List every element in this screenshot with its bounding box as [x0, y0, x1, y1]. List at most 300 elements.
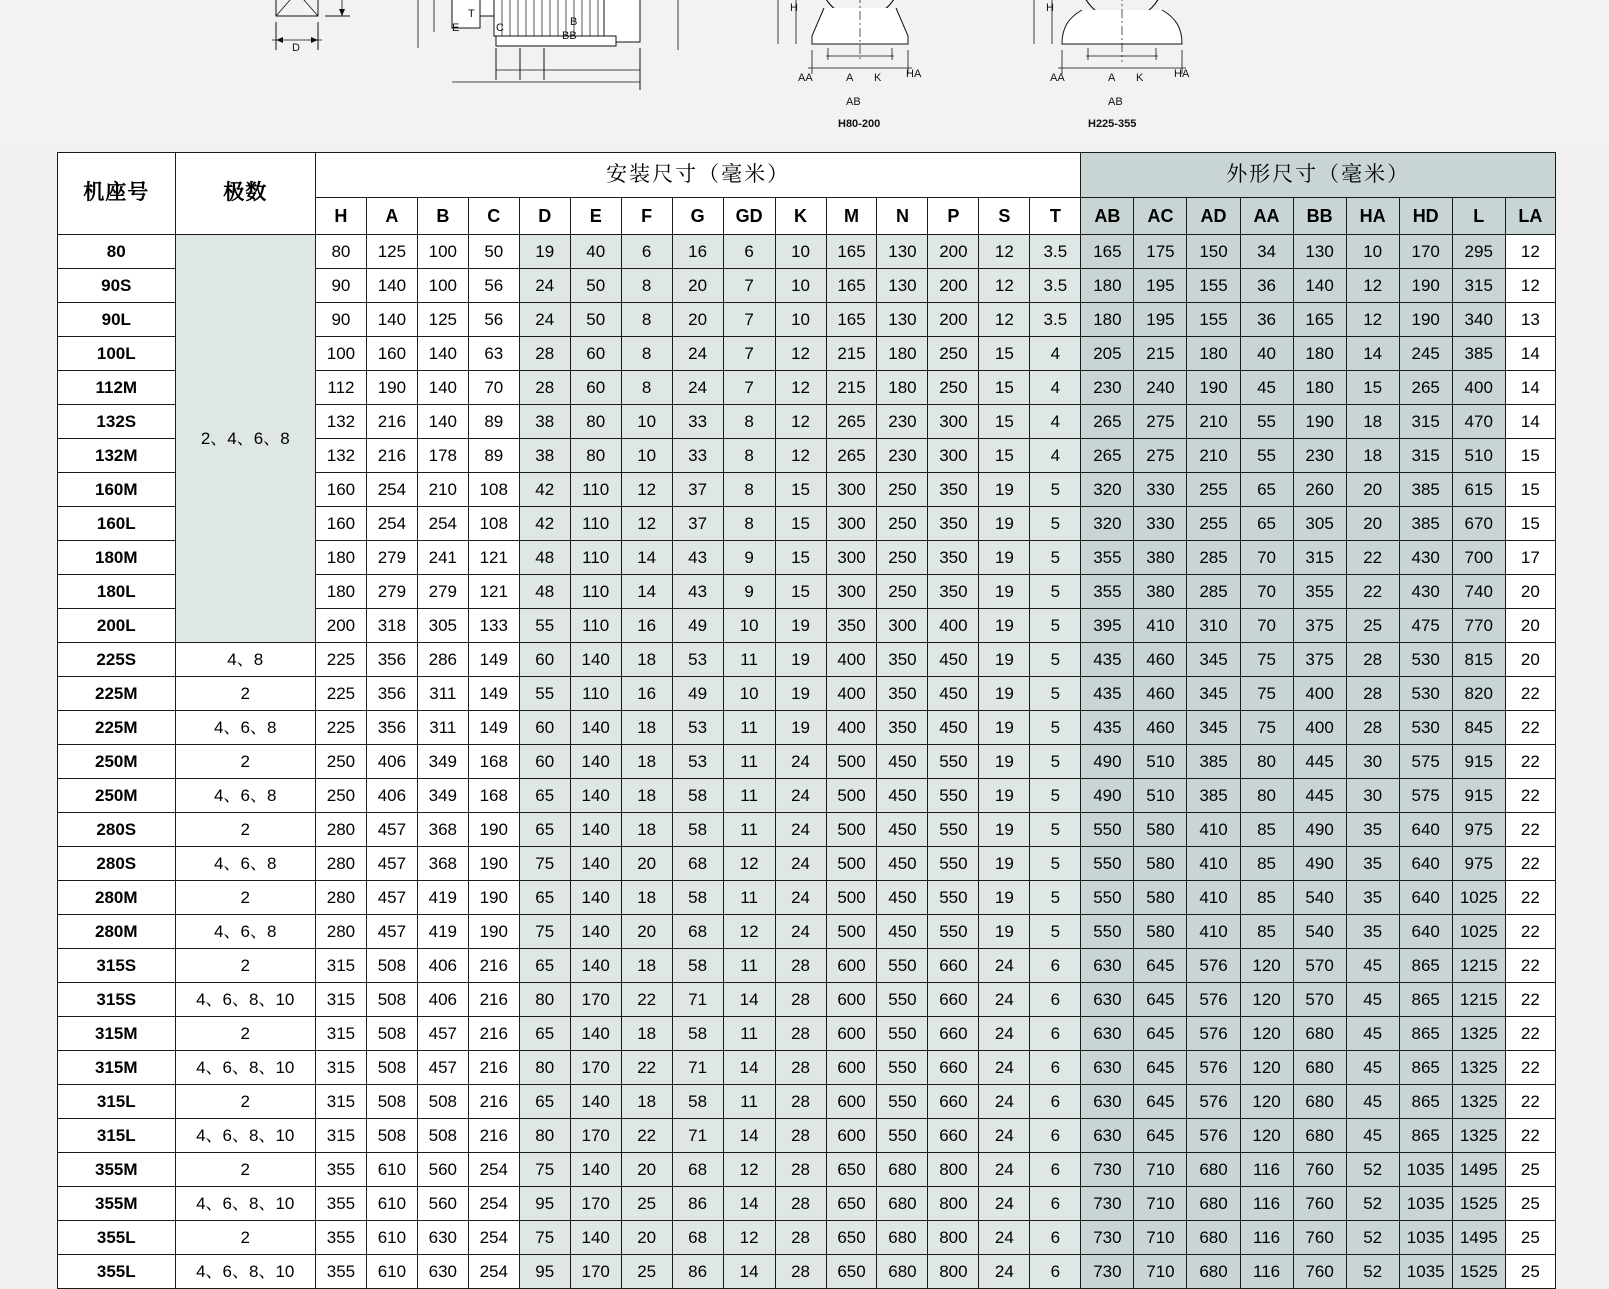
table-row [58, 983, 1556, 1017]
cell-poles: 4、6、8 [175, 711, 315, 745]
cell-p: 200 [928, 269, 979, 303]
cell-aa: 120 [1240, 983, 1293, 1017]
cell-hd: 385 [1399, 507, 1452, 541]
cell-k: 24 [775, 881, 826, 915]
cell-l: 975 [1452, 813, 1505, 847]
cell-l: 820 [1452, 677, 1505, 711]
cell-hd: 865 [1399, 1085, 1452, 1119]
cell-e: 80 [570, 439, 621, 473]
dwg-label-AB-2: AB [1108, 96, 1123, 108]
dwg-label-D: D [292, 42, 300, 54]
cell-h: 90 [315, 269, 366, 303]
end-view-drawing-h225-355 [1022, 0, 1212, 112]
cell-d: 95 [519, 1187, 570, 1221]
cell-p: 660 [928, 949, 979, 983]
cell-ac: 275 [1134, 439, 1187, 473]
cell-c: 216 [468, 983, 519, 1017]
cell-a: 457 [366, 915, 417, 949]
cell-poles: 2 [175, 1085, 315, 1119]
cell-la: 20 [1505, 643, 1555, 677]
cell-b: 305 [417, 609, 468, 643]
header-col-p: P [928, 198, 979, 235]
cell-e: 140 [570, 847, 621, 881]
cell-la: 15 [1505, 473, 1555, 507]
cell-t: 5 [1030, 779, 1081, 813]
cell-bb: 165 [1293, 303, 1346, 337]
cell-ha: 14 [1346, 337, 1399, 371]
cell-l: 1215 [1452, 983, 1505, 1017]
cell-ad: 285 [1187, 541, 1240, 575]
cell-t: 6 [1030, 1017, 1081, 1051]
cell-ab: 395 [1081, 609, 1134, 643]
cell-ha: 25 [1346, 609, 1399, 643]
cell-ab: 630 [1081, 1119, 1134, 1153]
cell-hd: 1035 [1399, 1187, 1452, 1221]
cell-gd: 7 [723, 269, 775, 303]
cell-t: 5 [1030, 541, 1081, 575]
cell-m: 650 [826, 1153, 877, 1187]
cell-frame-no: 225M [58, 677, 176, 711]
table-row [58, 1187, 1556, 1221]
cell-p: 350 [928, 541, 979, 575]
header-outline-group: 外形尺寸（毫米） [1081, 153, 1556, 198]
cell-s: 24 [979, 1187, 1030, 1221]
cell-g: 20 [672, 303, 723, 337]
cell-k: 10 [775, 235, 826, 269]
dwg-label-AA-2: AA [1050, 72, 1065, 84]
cell-n: 130 [877, 235, 928, 269]
cell-t: 5 [1030, 575, 1081, 609]
cell-bb: 315 [1293, 541, 1346, 575]
cell-n: 300 [877, 609, 928, 643]
cell-la: 22 [1505, 881, 1555, 915]
header-frame-no: 机座号 [58, 153, 176, 235]
cell-k: 28 [775, 1153, 826, 1187]
cell-p: 300 [928, 439, 979, 473]
cell-a: 610 [366, 1153, 417, 1187]
cell-t: 6 [1030, 1085, 1081, 1119]
cell-c: 56 [468, 269, 519, 303]
cell-bb: 180 [1293, 337, 1346, 371]
header-col-b: B [417, 198, 468, 235]
cell-bb: 760 [1293, 1221, 1346, 1255]
cell-h: 90 [315, 303, 366, 337]
cell-h: 315 [315, 983, 366, 1017]
cell-t: 5 [1030, 643, 1081, 677]
cell-h: 80 [315, 235, 366, 269]
cell-hd: 245 [1399, 337, 1452, 371]
cell-ha: 28 [1346, 711, 1399, 745]
cell-ha: 12 [1346, 269, 1399, 303]
cell-m: 400 [826, 677, 877, 711]
cell-f: 8 [621, 303, 672, 337]
cell-b: 140 [417, 405, 468, 439]
cell-c: 216 [468, 1017, 519, 1051]
cell-ha: 18 [1346, 405, 1399, 439]
cell-g: 49 [672, 609, 723, 643]
cell-b: 311 [417, 677, 468, 711]
cell-l: 1525 [1452, 1187, 1505, 1221]
cell-gd: 11 [723, 643, 775, 677]
cell-m: 500 [826, 779, 877, 813]
cell-n: 450 [877, 847, 928, 881]
cell-d: 65 [519, 779, 570, 813]
cell-ad: 576 [1187, 1051, 1240, 1085]
cell-ac: 710 [1134, 1221, 1187, 1255]
cell-k: 24 [775, 745, 826, 779]
cell-ab: 550 [1081, 915, 1134, 949]
cell-aa: 116 [1240, 1187, 1293, 1221]
cell-ab: 550 [1081, 847, 1134, 881]
dwg-label-AA-1: AA [798, 72, 813, 84]
cell-ad: 576 [1187, 1085, 1240, 1119]
cell-f: 10 [621, 439, 672, 473]
cell-s: 15 [979, 405, 1030, 439]
cell-poles: 2 [175, 881, 315, 915]
cell-p: 660 [928, 1051, 979, 1085]
header-col-ha: HA [1346, 198, 1399, 235]
cell-hd: 190 [1399, 303, 1452, 337]
cell-a: 216 [366, 439, 417, 473]
cell-gd: 12 [723, 1153, 775, 1187]
cell-e: 170 [570, 1255, 621, 1289]
header-col-gd: GD [723, 198, 775, 235]
cell-p: 400 [928, 609, 979, 643]
cell-ha: 35 [1346, 915, 1399, 949]
cell-m: 300 [826, 507, 877, 541]
cell-frame-no: 200L [58, 609, 176, 643]
cell-gd: 7 [723, 303, 775, 337]
technical-drawings [0, 0, 1609, 140]
cell-h: 280 [315, 813, 366, 847]
cell-p: 660 [928, 1119, 979, 1153]
cell-k: 12 [775, 405, 826, 439]
cell-ab: 730 [1081, 1221, 1134, 1255]
cell-f: 18 [621, 745, 672, 779]
cell-hd: 475 [1399, 609, 1452, 643]
cell-f: 20 [621, 1153, 672, 1187]
cell-poles: 2 [175, 949, 315, 983]
cell-c: 63 [468, 337, 519, 371]
cell-f: 18 [621, 643, 672, 677]
cell-ad: 576 [1187, 1119, 1240, 1153]
cell-h: 225 [315, 677, 366, 711]
cell-bb: 375 [1293, 643, 1346, 677]
cell-c: 254 [468, 1187, 519, 1221]
cell-s: 24 [979, 1221, 1030, 1255]
header-col-a: A [366, 198, 417, 235]
cell-ad: 680 [1187, 1221, 1240, 1255]
cell-e: 170 [570, 1051, 621, 1085]
cell-s: 24 [979, 1085, 1030, 1119]
cell-d: 28 [519, 337, 570, 371]
dwg-label-H-1: H [790, 2, 798, 14]
cell-n: 450 [877, 915, 928, 949]
cell-n: 230 [877, 405, 928, 439]
cell-ad: 576 [1187, 983, 1240, 1017]
cell-h: 280 [315, 881, 366, 915]
cell-h: 160 [315, 507, 366, 541]
cell-la: 25 [1505, 1255, 1555, 1289]
header-col-f: F [621, 198, 672, 235]
cell-ha: 45 [1346, 983, 1399, 1017]
cell-g: 86 [672, 1255, 723, 1289]
cell-m: 165 [826, 303, 877, 337]
cell-a: 125 [366, 235, 417, 269]
cell-gd: 11 [723, 745, 775, 779]
cell-bb: 445 [1293, 779, 1346, 813]
cell-d: 80 [519, 983, 570, 1017]
end-view-drawing-h80-200 [768, 0, 948, 112]
header-col-ac: AC [1134, 198, 1187, 235]
dimensions-table-wrap [57, 152, 1556, 1289]
cell-hd: 640 [1399, 813, 1452, 847]
cell-c: 89 [468, 405, 519, 439]
cell-c: 56 [468, 303, 519, 337]
cell-hd: 640 [1399, 915, 1452, 949]
cell-bb: 760 [1293, 1153, 1346, 1187]
cell-p: 800 [928, 1187, 979, 1221]
cell-k: 28 [775, 1255, 826, 1289]
cell-d: 75 [519, 1153, 570, 1187]
cell-g: 37 [672, 507, 723, 541]
cell-b: 140 [417, 337, 468, 371]
cell-l: 510 [1452, 439, 1505, 473]
dwg-label-E: E [452, 22, 460, 34]
cell-s: 19 [979, 881, 1030, 915]
cell-h: 225 [315, 711, 366, 745]
cell-b: 508 [417, 1119, 468, 1153]
cell-a: 406 [366, 779, 417, 813]
cell-m: 500 [826, 847, 877, 881]
cell-s: 24 [979, 949, 1030, 983]
header-col-la: LA [1505, 198, 1555, 235]
cell-m: 600 [826, 1051, 877, 1085]
cell-ab: 550 [1081, 813, 1134, 847]
cell-h: 112 [315, 371, 366, 405]
cell-s: 15 [979, 371, 1030, 405]
cell-la: 22 [1505, 677, 1555, 711]
cell-b: 254 [417, 507, 468, 541]
cell-ab: 265 [1081, 405, 1134, 439]
cell-frame-no: 280S [58, 847, 176, 881]
cell-h: 132 [315, 405, 366, 439]
cell-aa: 55 [1240, 439, 1293, 473]
cell-hd: 430 [1399, 575, 1452, 609]
cell-ha: 20 [1346, 473, 1399, 507]
cell-k: 12 [775, 439, 826, 473]
cell-l: 915 [1452, 745, 1505, 779]
cell-t: 5 [1030, 745, 1081, 779]
cell-f: 18 [621, 813, 672, 847]
cell-hd: 575 [1399, 745, 1452, 779]
cell-e: 60 [570, 337, 621, 371]
cell-b: 630 [417, 1221, 468, 1255]
cell-hd: 315 [1399, 439, 1452, 473]
cell-frame-no: 160M [58, 473, 176, 507]
cell-d: 38 [519, 439, 570, 473]
cell-ad: 155 [1187, 303, 1240, 337]
cell-m: 400 [826, 711, 877, 745]
cell-h: 355 [315, 1153, 366, 1187]
cell-n: 230 [877, 439, 928, 473]
cell-poles: 4、6、8、10 [175, 983, 315, 1017]
cell-n: 350 [877, 677, 928, 711]
caption-h80-200: H80-200 [838, 118, 881, 130]
cell-ad: 410 [1187, 847, 1240, 881]
cell-m: 350 [826, 609, 877, 643]
header-col-aa: AA [1240, 198, 1293, 235]
cell-ab: 490 [1081, 779, 1134, 813]
cell-b: 311 [417, 711, 468, 745]
cell-h: 250 [315, 745, 366, 779]
cell-frame-no: 225M [58, 711, 176, 745]
cell-n: 550 [877, 983, 928, 1017]
cell-s: 19 [979, 507, 1030, 541]
cell-b: 368 [417, 847, 468, 881]
cell-ab: 630 [1081, 949, 1134, 983]
cell-gd: 14 [723, 983, 775, 1017]
cell-frame-no: 180L [58, 575, 176, 609]
cell-a: 279 [366, 575, 417, 609]
cell-ab: 730 [1081, 1153, 1134, 1187]
cell-n: 130 [877, 303, 928, 337]
cell-s: 19 [979, 847, 1030, 881]
cell-ab: 165 [1081, 235, 1134, 269]
cell-s: 19 [979, 779, 1030, 813]
cell-s: 24 [979, 1119, 1030, 1153]
cell-h: 280 [315, 915, 366, 949]
cell-ac: 275 [1134, 405, 1187, 439]
header-col-c: C [468, 198, 519, 235]
cell-gd: 11 [723, 1085, 775, 1119]
cell-ad: 255 [1187, 507, 1240, 541]
cell-l: 740 [1452, 575, 1505, 609]
cell-l: 400 [1452, 371, 1505, 405]
cell-ha: 30 [1346, 779, 1399, 813]
cell-ha: 45 [1346, 1085, 1399, 1119]
cell-la: 15 [1505, 507, 1555, 541]
cell-ha: 22 [1346, 541, 1399, 575]
cell-s: 24 [979, 1255, 1030, 1289]
cell-b: 368 [417, 813, 468, 847]
cell-l: 1325 [1452, 1017, 1505, 1051]
cell-e: 40 [570, 235, 621, 269]
cell-m: 165 [826, 235, 877, 269]
cell-poles: 4、6、8、10 [175, 1051, 315, 1085]
cell-gd: 10 [723, 677, 775, 711]
cell-ha: 30 [1346, 745, 1399, 779]
cell-s: 15 [979, 439, 1030, 473]
cell-la: 22 [1505, 711, 1555, 745]
cell-m: 300 [826, 575, 877, 609]
cell-p: 200 [928, 235, 979, 269]
cell-ad: 410 [1187, 915, 1240, 949]
header-col-s: S [979, 198, 1030, 235]
cell-ab: 320 [1081, 507, 1134, 541]
cell-poles: 4、8 [175, 643, 315, 677]
cell-h: 355 [315, 1187, 366, 1221]
cell-s: 19 [979, 609, 1030, 643]
cell-ad: 410 [1187, 813, 1240, 847]
cell-gd: 10 [723, 609, 775, 643]
cell-gd: 7 [723, 371, 775, 405]
header-col-m: M [826, 198, 877, 235]
side-view-drawing [392, 0, 692, 120]
cell-d: 95 [519, 1255, 570, 1289]
cell-p: 200 [928, 303, 979, 337]
cell-d: 65 [519, 1017, 570, 1051]
cell-gd: 8 [723, 439, 775, 473]
table-row [58, 711, 1556, 745]
cell-ad: 345 [1187, 643, 1240, 677]
cell-la: 12 [1505, 235, 1555, 269]
cell-ac: 330 [1134, 507, 1187, 541]
cell-d: 24 [519, 303, 570, 337]
cell-poles: 4、6、8、10 [175, 1255, 315, 1289]
cell-f: 25 [621, 1255, 672, 1289]
cell-s: 19 [979, 813, 1030, 847]
cell-bb: 490 [1293, 813, 1346, 847]
cell-ha: 45 [1346, 1017, 1399, 1051]
cell-frame-no: 355L [58, 1221, 176, 1255]
cell-gd: 11 [723, 881, 775, 915]
cell-n: 180 [877, 371, 928, 405]
cell-bb: 355 [1293, 575, 1346, 609]
cell-c: 108 [468, 507, 519, 541]
table-row [58, 847, 1556, 881]
cell-ac: 380 [1134, 575, 1187, 609]
cell-n: 250 [877, 507, 928, 541]
cell-e: 170 [570, 1119, 621, 1153]
cell-frame-no: 90S [58, 269, 176, 303]
cell-t: 3.5 [1030, 235, 1081, 269]
cell-hd: 265 [1399, 371, 1452, 405]
cell-gd: 9 [723, 541, 775, 575]
cell-g: 58 [672, 881, 723, 915]
cell-e: 140 [570, 949, 621, 983]
cell-la: 22 [1505, 949, 1555, 983]
cell-bb: 540 [1293, 915, 1346, 949]
cell-aa: 65 [1240, 507, 1293, 541]
cell-ac: 645 [1134, 1119, 1187, 1153]
cell-k: 24 [775, 847, 826, 881]
cell-l: 845 [1452, 711, 1505, 745]
cell-m: 500 [826, 881, 877, 915]
cell-ha: 52 [1346, 1153, 1399, 1187]
cell-ab: 435 [1081, 643, 1134, 677]
cell-ha: 35 [1346, 847, 1399, 881]
cell-h: 315 [315, 1051, 366, 1085]
table-row [58, 1085, 1556, 1119]
cell-d: 19 [519, 235, 570, 269]
cell-k: 28 [775, 949, 826, 983]
cell-a: 508 [366, 1051, 417, 1085]
table-row [58, 881, 1556, 915]
cell-g: 68 [672, 1153, 723, 1187]
cell-ad: 680 [1187, 1187, 1240, 1221]
cell-n: 130 [877, 269, 928, 303]
cell-ab: 180 [1081, 269, 1134, 303]
cell-l: 975 [1452, 847, 1505, 881]
cell-frame-no: 315M [58, 1017, 176, 1051]
cell-h: 280 [315, 847, 366, 881]
cell-aa: 85 [1240, 813, 1293, 847]
cell-ab: 630 [1081, 983, 1134, 1017]
cell-k: 28 [775, 1119, 826, 1153]
cell-ac: 580 [1134, 847, 1187, 881]
cell-e: 80 [570, 405, 621, 439]
